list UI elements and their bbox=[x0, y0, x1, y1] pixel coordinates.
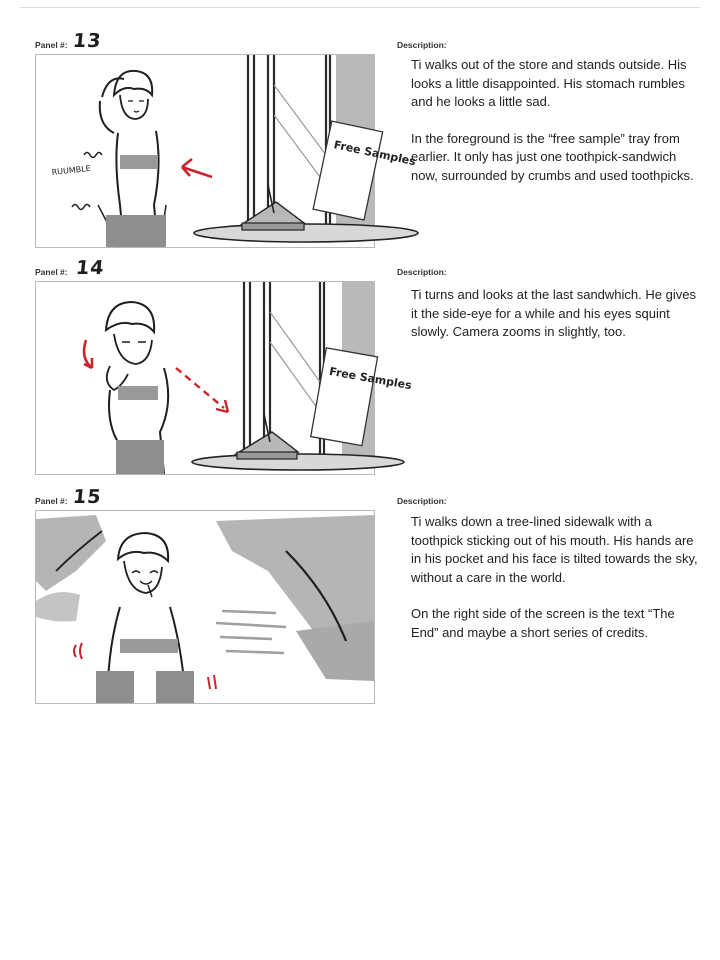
panel-number: 13 bbox=[71, 30, 103, 52]
storyboard-frame-15 bbox=[35, 510, 375, 704]
description-paragraph: Ti walks out of the store and stands outside. His looks a little disappointed. His stomach rumbles and he looks a little sad. bbox=[411, 57, 687, 109]
panel-number: 14 bbox=[74, 257, 106, 279]
panel-label: Panel #: bbox=[35, 496, 68, 506]
sound-effect-text: RUUMBLE bbox=[51, 163, 92, 177]
top-divider bbox=[20, 7, 700, 8]
panel-15-description bbox=[411, 513, 701, 660]
description-paragraph: On the right side of the screen is the text “The End” and maybe a short series of credits. bbox=[411, 606, 675, 640]
description-label: Description: bbox=[397, 40, 447, 50]
panel-14-description bbox=[411, 286, 701, 360]
description-label: Description: bbox=[397, 496, 447, 506]
sign-text: Free Samples bbox=[332, 138, 417, 169]
panel-14-sketch bbox=[36, 282, 413, 474]
panel-number: 15 bbox=[71, 486, 103, 508]
panel-13-sketch bbox=[36, 55, 417, 247]
description-paragraph: Ti walks down a tree-lined sidewalk with a toothpick sticking out of his mouth. His hands are in his pocket and his face is tilted towards the sky, without a care in the world. bbox=[411, 514, 698, 585]
panel-label: Panel #: bbox=[35, 40, 68, 50]
storyboard-frame-14 bbox=[35, 281, 413, 475]
description-label: Description: bbox=[397, 267, 447, 277]
panel-15-sketch bbox=[36, 511, 374, 703]
description-paragraph: Ti turns and looks at the last sandwhich. He gives it the side-eye for a while and his eyes squint slowly. Camera zooms in slightly, too. bbox=[411, 287, 696, 339]
panel-13-description bbox=[411, 56, 701, 203]
description-paragraph: In the foreground is the “free sample” tray from earlier. It only has just one toothpick-sandwich now, surrounded by crumbs and used toothpicks. bbox=[411, 130, 694, 183]
sign-text: Free Samples bbox=[328, 364, 413, 393]
storyboard-frame-13 bbox=[35, 54, 417, 248]
panel-label: Panel #: bbox=[35, 267, 68, 277]
